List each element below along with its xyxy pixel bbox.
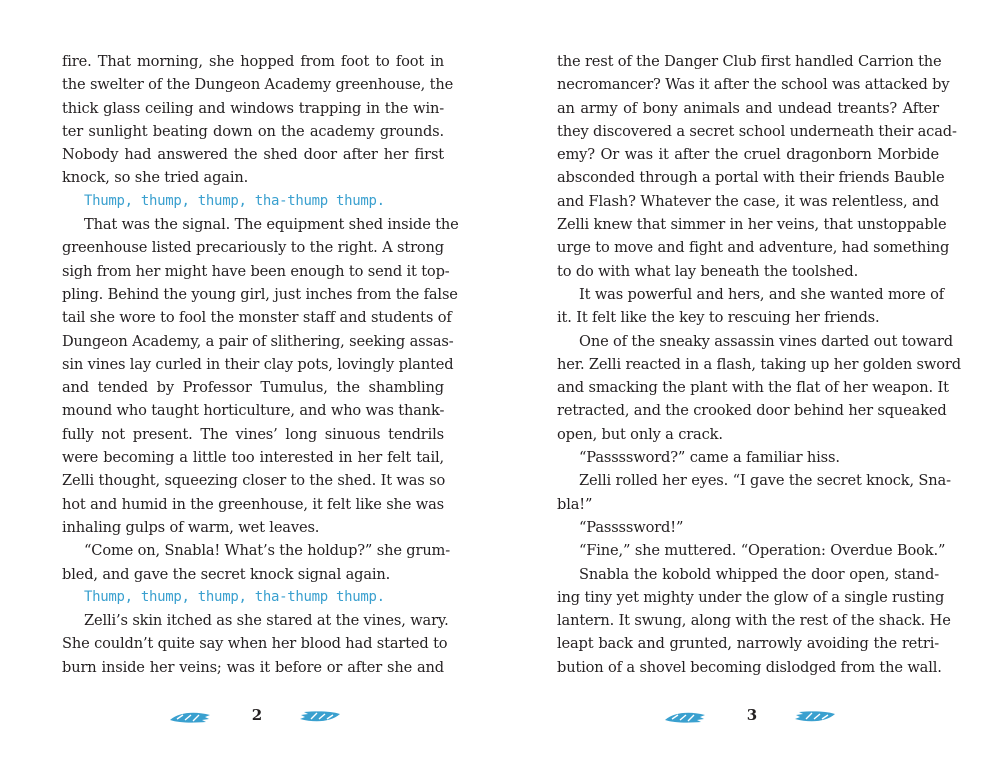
feather-ornament-icon [169,710,211,724]
text-line: greenhouse listed precariously to the right. A strong [62,239,444,257]
text-line: leapt back and grunted, narrowly avoiding the retri- [557,635,939,653]
text-line: absconded through a portal with their friends Bauble [557,169,945,187]
text-line: knock, so she tried again. [62,169,249,187]
text-line: “Passssword!” [579,518,684,536]
text-line: her. Zelli reacted in a flash, taking up her golden sword [557,355,961,373]
text-line: hot and humid in the greenhouse, it felt like she was [62,495,445,513]
page-number: 2 [251,706,263,724]
feather-ornament-icon [794,710,836,724]
text-line: to do with what lay beneath the toolshed. [557,262,859,280]
feather-ornament-icon [664,710,706,724]
text-line: Nobody had answered the shed door after her first [62,146,444,164]
text-line: It was powerful and hers, and she wanted more of [579,285,944,303]
text-line: it. It felt like the key to rescuing her friends. [557,309,880,327]
text-line: Snabla the kobold whipped the door open, stand- [579,565,939,583]
feather-ornament-icon [299,710,341,724]
right-page-footer [652,704,852,732]
text-line: the rest of the Danger Club first handled Carrion the [557,53,942,70]
text-line: necromancer? Was it after the school was attacked by [557,76,950,94]
text-line: the swelter of the Dungeon Academy greenhouse, the [62,76,454,94]
text-line: inhaling gulps of warm, wet leaves. [62,518,320,536]
text-line: thick glass ceiling and windows trapping in the win- [62,99,444,117]
knock-signal-line: Thump, thump, thump, tha-thump thump. [84,588,385,605]
text-line: “Fine,” she muttered. “Operation: Overdue Book.” [579,542,946,560]
text-line: bled, and gave the secret knock signal again. [62,565,391,583]
text-line: retracted, and the crooked door behind her squeaked [557,402,947,420]
text-line: an army of bony animals and undead treants? After [557,99,939,117]
text-line: ing tiny yet mighty under the glow of a single rusting [557,588,945,606]
text-line: bution of a shovel becoming dislodged from the wall. [557,658,942,676]
text-line: and tended by Professor Tumulus, the shambling [62,379,444,397]
text-line: open, but only a crack. [557,425,723,443]
text-line: Zelli knew that simmer in her veins, that unstoppable [557,216,947,234]
text-line: mound who taught horticulture, and who was thank- [62,402,445,420]
text-line: emy? Or was it after the cruel dragonborn Morbide [557,146,939,164]
text-line: they discovered a secret school underneath their acad- [557,122,957,140]
text-line: Dungeon Academy, a pair of slithering, seeking assas- [62,332,454,350]
text-line: “Come on, Snabla! What’s the holdup?” she grum- [84,542,451,560]
text-line: burn inside her veins; was it before or after she and [62,658,444,676]
text-line: Zelli’s skin itched as she stared at the vines, wary. [84,612,449,630]
text-line: tail she wore to fool the monster staff and students of [62,309,452,327]
text-line: urge to move and fight and adventure, had something [557,239,950,257]
text-line: sin vines lay curled in their clay pots, lovingly planted [62,355,454,373]
text-line: were becoming a little too interested in her felt tail, [62,449,444,467]
page-number: 3 [746,706,758,724]
text-line: bla!” [557,495,593,513]
text-line: and smacking the plant with the flat of her weapon. It [557,379,949,397]
left-page [62,50,459,773]
text-line: “Passssword?” came a familiar hiss. [579,449,840,467]
text-line: fire. That morning, she hopped from foot to foot in [62,53,444,70]
text-line: One of the sneaky assassin vines darted out toward [579,332,953,350]
text-line: pling. Behind the young girl, just inches from the false [62,285,458,303]
text-line: fully not present. The vines’ long sinuous tendrils [62,425,444,443]
text-line: She couldn’t quite say when her blood had started to [62,635,448,653]
knock-signal-line: Thump, thump, thump, tha-thump thump. [84,192,385,209]
text-line: and Flash? Whatever the case, it was relentless, and [557,192,939,210]
text-line: sigh from her might have been enough to send it top- [62,262,450,280]
text-line: Zelli rolled her eyes. “I gave the secret knock, Sna- [579,472,951,490]
text-line: lantern. It swung, along with the rest of the shack. He [557,612,951,630]
text-line: ter sunlight beating down on the academy grounds. [62,122,444,140]
text-line: Zelli thought, squeezing closer to the shed. It was so [62,472,446,490]
text-line: That was the signal. The equipment shed inside the [84,216,459,234]
left-page-footer [157,704,357,732]
right-page [557,50,961,773]
